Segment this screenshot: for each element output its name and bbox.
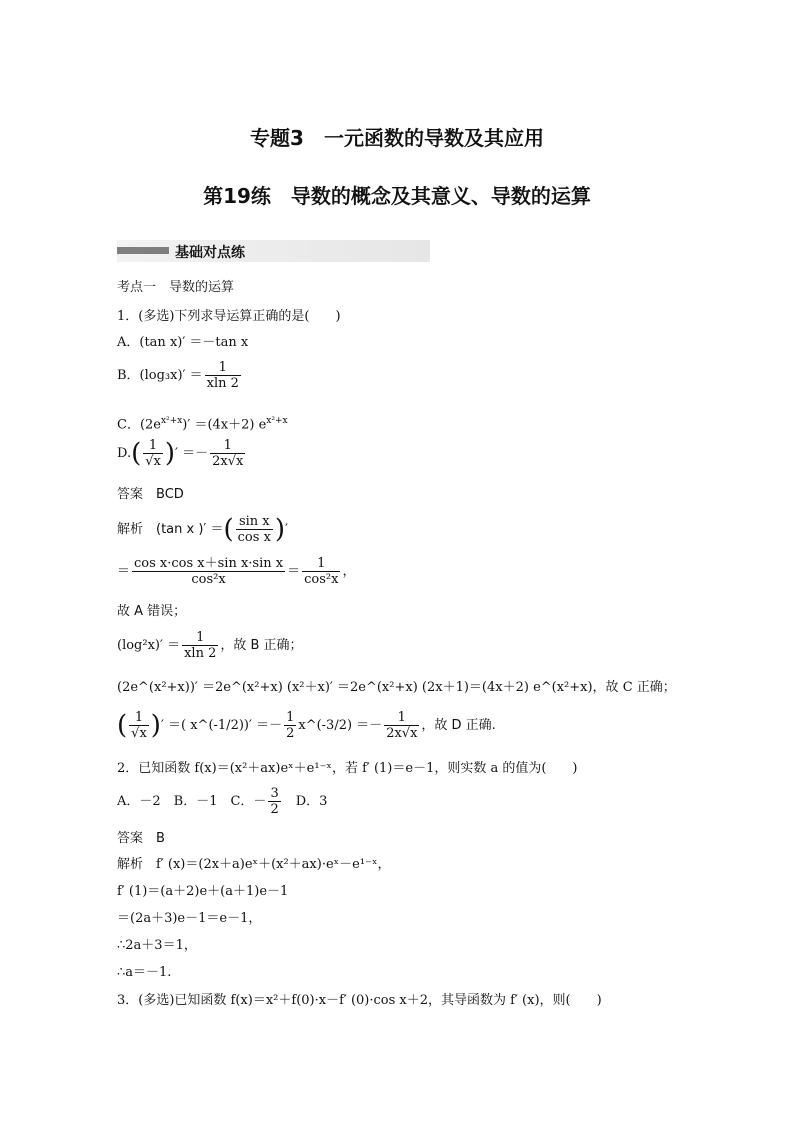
sol1-l6-left: ′ ＝( x^(-1/2))′ ＝－ [160, 718, 283, 733]
q1-d-num: 1 [143, 438, 163, 454]
sol1-l4-end: ，故 B 正确； [220, 638, 303, 653]
sol1-l2-rden: cos²x [304, 572, 339, 587]
q2-options [117, 786, 327, 817]
right-paren-icon: ) [164, 438, 176, 469]
answer-2: 答案 B [117, 831, 165, 846]
sol1-l6-fraction-2 [384, 710, 419, 741]
left-paren-icon: ( [131, 438, 142, 469]
q1-c-left: C．(2e [117, 417, 161, 433]
sol1-num: sin x [236, 514, 273, 530]
sol1-l2-eq2: ＝ [287, 564, 301, 579]
solution-2-line-5: ∴a＝－1. [117, 965, 172, 980]
sol1-l6-base-num: 1 [129, 710, 149, 726]
sol1-label: 解析 (tan x )′ ＝ [117, 522, 224, 537]
left-paren-icon: ( [223, 514, 234, 545]
q2-opt-c-num: 3 [270, 786, 279, 801]
q1-b-left: B．(log₃x)′ ＝ [117, 368, 203, 383]
sol1-l2-rfraction [302, 556, 340, 587]
sol1-l4-num: 1 [182, 630, 218, 646]
q1-option-d [117, 438, 247, 469]
solution-1-line-1: 解析 (tan x )′ ＝( $\frac{\text{sin x}}{\text{cos x}}$ )′ [117, 514, 289, 545]
q1-c-exp2: x²+x [266, 416, 288, 426]
solution-1-line-2 [117, 556, 355, 587]
sol1-l4-left: (log²x)′ ＝ [117, 638, 181, 653]
q2-opt-c-den: 2 [270, 802, 279, 817]
solution-2-line-1: 解析 f′ (x)＝(2x＋a)eˣ＋(x²＋ax)·eˣ－e¹⁻ˣ， [117, 857, 391, 872]
q1-c-mid: )′ ＝(4x＋2) e [182, 417, 267, 433]
q1-d-rnum: 1 [210, 438, 245, 454]
q1-option-a: A．(tan x)′ ＝－tan x [117, 335, 249, 350]
q1-d-den: √x [145, 454, 161, 469]
q1-d-rden: 2x√x [212, 454, 244, 469]
q2-opt-c-fraction [268, 786, 280, 817]
sol1-l2-rnum: 1 [302, 556, 340, 572]
sol1-l6-end: ，故 D 正确. [421, 718, 496, 733]
sol1-den: cos x [237, 530, 271, 545]
kaodian-heading: 考点一 导数的运算 [117, 280, 235, 295]
sol1-l2-fraction [132, 556, 285, 587]
chapter-title: 专题3 一元函数的导数及其应用 [250, 126, 544, 150]
q1-d-rfraction [210, 438, 245, 469]
solution-1-line-4 [117, 630, 303, 661]
left-paren-icon: ( [117, 710, 128, 741]
answer-1: 答案 BCD [117, 487, 184, 502]
q1-d-mid: ′ ＝－ [175, 446, 209, 461]
q1-option-c [117, 412, 288, 434]
solution-2-line-3: ＝(2a＋3)e－1＝e－1， [117, 911, 262, 926]
sol1-l2-num: cos x·cos x＋sin x·sin x [134, 556, 284, 571]
sol1-l4-fraction [182, 630, 218, 661]
q1-b-fraction [205, 360, 241, 391]
solution-2-line-4: ∴2a＋3＝1， [117, 938, 197, 953]
section-bar [117, 247, 169, 254]
sol1-l2-end: ， [342, 564, 356, 579]
sol1-l6-d2: 2x√x [386, 726, 418, 741]
sol1-l6-n1: 1 [286, 710, 295, 725]
lesson-title: 第19练 导数的概念及其意义、导数的运算 [203, 184, 591, 208]
q1-d-left: D. [117, 446, 132, 461]
sol1-l6-mid: x^(-3/2) ＝－ [298, 718, 383, 733]
sol1-l6-d1: 2 [286, 726, 295, 741]
q1-b-den: xln 2 [206, 376, 239, 391]
q1-d-fraction [143, 438, 163, 469]
q2-opts-right: D．3 [295, 794, 328, 809]
sol1-l6-base-fraction [129, 710, 149, 741]
section-header [117, 240, 430, 262]
q1-b-num: 1 [205, 360, 241, 376]
q1-c-exp1: x²+x [160, 416, 183, 426]
sol1-l4-den: xln 2 [184, 646, 217, 661]
sol1-l2-den: cos²x [191, 572, 226, 587]
solution-1-line-6 [117, 710, 496, 741]
section-label: 基础对点练 [175, 245, 245, 261]
right-paren-icon: ) [150, 710, 161, 741]
solution-1-line-3: 故 A 错误； [117, 604, 187, 619]
sol1-l6-n2: 1 [384, 710, 419, 726]
sol1-l6-fraction-1 [284, 710, 296, 741]
solution-1-line-5: (2e^(x²+x))′ ＝2e^(x²+x) (x²＋x)′ ＝2e^(x²+x) (2x＋1)＝(4x＋2) e^(x²+x)，故 C 正确； [117, 680, 676, 695]
sol1-l6-base-den: √x [131, 726, 147, 741]
question-3: 3．(多选)已知函数 f(x)＝x²＋f(0)·x－f′ (0)·cos x＋2，其导函数为 f′ (x)，则( ) [117, 993, 602, 1008]
question-2: 2．已知函数 f(x)＝(x²＋ax)eˣ＋e¹⁻ˣ，若 f′ (1)＝e－1，则实数 a 的值为( ) [117, 761, 578, 776]
solution-2-line-2: f′ (1)＝(a＋2)e＋(a＋1)e－1 [117, 884, 289, 899]
question-1: 1．(多选)下列求导运算正确的是( ) [117, 309, 341, 324]
q1-option-b [117, 360, 243, 391]
q2-opts-left: A．－2 B．－1 C．－ [117, 794, 267, 809]
sol1-l2-eq: ＝ [117, 564, 131, 579]
right-paren-icon: ) [274, 514, 286, 545]
sol1-fraction [236, 514, 273, 545]
